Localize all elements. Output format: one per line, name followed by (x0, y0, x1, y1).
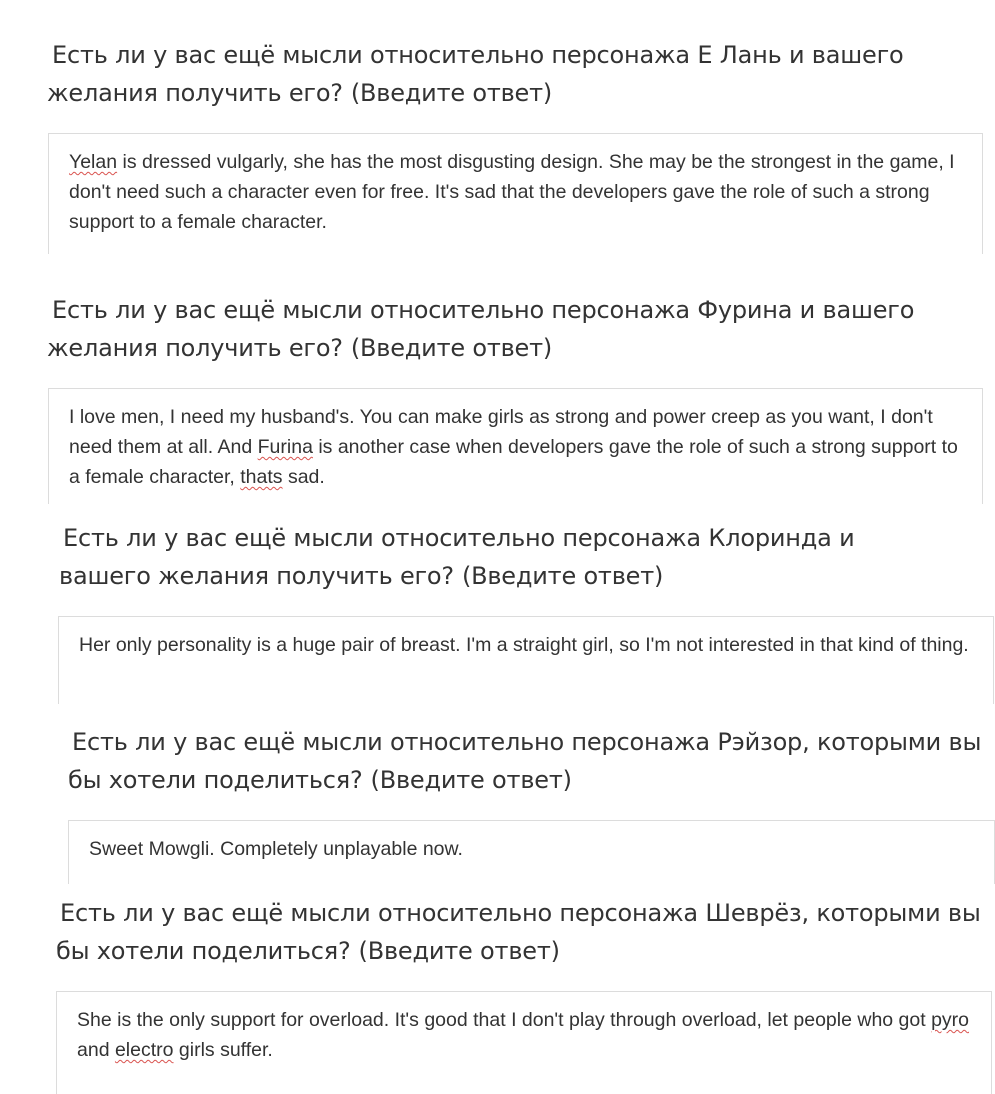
question-block-razor (68, 723, 993, 799)
answer-hint: (Введите ответ) (370, 766, 572, 794)
misspelled-word: electro (114, 1039, 174, 1061)
answer-text-segment: She is the only support for overload. It's good that I don't play through overload, let people who got (77, 1009, 932, 1031)
question-text (47, 291, 987, 367)
answer-text-segment: and (77, 1009, 975, 1061)
answer-text-segment: girls suffer. (173, 1039, 273, 1061)
question-label: Есть ли у вас ещё мысли относительно персонажа Е Лань и вашего желания получить его? (47, 41, 904, 107)
answer-hint: (Введите ответ) (350, 79, 553, 107)
question-text (56, 894, 991, 970)
answer-text (77, 1005, 975, 1065)
misspelled-word: thats (240, 466, 283, 488)
answer-text-segment: is dressed vulgarly, she has the most disgusting design. She may be the strongest in the game, I don't need such a character even for free. It's sad that the developers gave the role of such a strong support to a female character. (69, 151, 961, 233)
answer-field-clorinde[interactable] (58, 616, 994, 704)
answer-text (69, 147, 962, 237)
question-block-furina (47, 291, 987, 367)
question-text (59, 519, 939, 595)
question-label: Есть ли у вас ещё мысли относительно персонажа Клоринда и вашего желания получить его? (59, 524, 855, 590)
answer-hint: (Введите ответ) (461, 562, 664, 590)
answer-text-segment: sad. (282, 466, 325, 488)
answer-field-furina[interactable] (48, 388, 983, 504)
question-label: Есть ли у вас ещё мысли относительно персонажа Фурина и вашего желания получить его? (47, 296, 915, 362)
question-block-yelan (47, 36, 982, 112)
answer-text (89, 834, 974, 864)
answer-text-segment: Her only personality is a huge pair of breast. I'm a straight girl, so I'm not interested in that kind of thing. (79, 634, 969, 656)
question-label: Есть ли у вас ещё мысли относительно персонажа Шеврёз, которыми вы бы хотели поделиться? (56, 899, 981, 965)
question-block-chevreuse (56, 894, 991, 970)
answer-text-segment: Sweet Mowgli. Completely unplayable now. (89, 838, 463, 860)
answer-text (79, 630, 973, 660)
question-text (47, 36, 982, 112)
answer-hint: (Введите ответ) (350, 334, 553, 362)
question-block-clorinde (59, 519, 939, 595)
answer-text (69, 402, 962, 492)
misspelled-word: Yelan (69, 151, 118, 173)
question-text (68, 723, 993, 799)
answer-field-yelan[interactable] (48, 133, 983, 254)
answer-text-segment: I love men, I need my husband's. You can make girls as strong and power creep as you want, I don't need them at all. And (69, 406, 939, 458)
answer-field-chevreuse[interactable] (56, 991, 992, 1094)
misspelled-word: pyro (931, 1009, 970, 1031)
answer-hint: (Введите ответ) (358, 937, 560, 965)
question-label: Есть ли у вас ещё мысли относительно персонажа Рэйзор, которыми вы бы хотели поделиться? (68, 728, 982, 794)
misspelled-word: Furina (257, 436, 313, 458)
answer-field-razor[interactable] (68, 820, 995, 884)
answer-text-segment: is another case when developers gave the role of such a strong support to a female character, (69, 436, 964, 488)
